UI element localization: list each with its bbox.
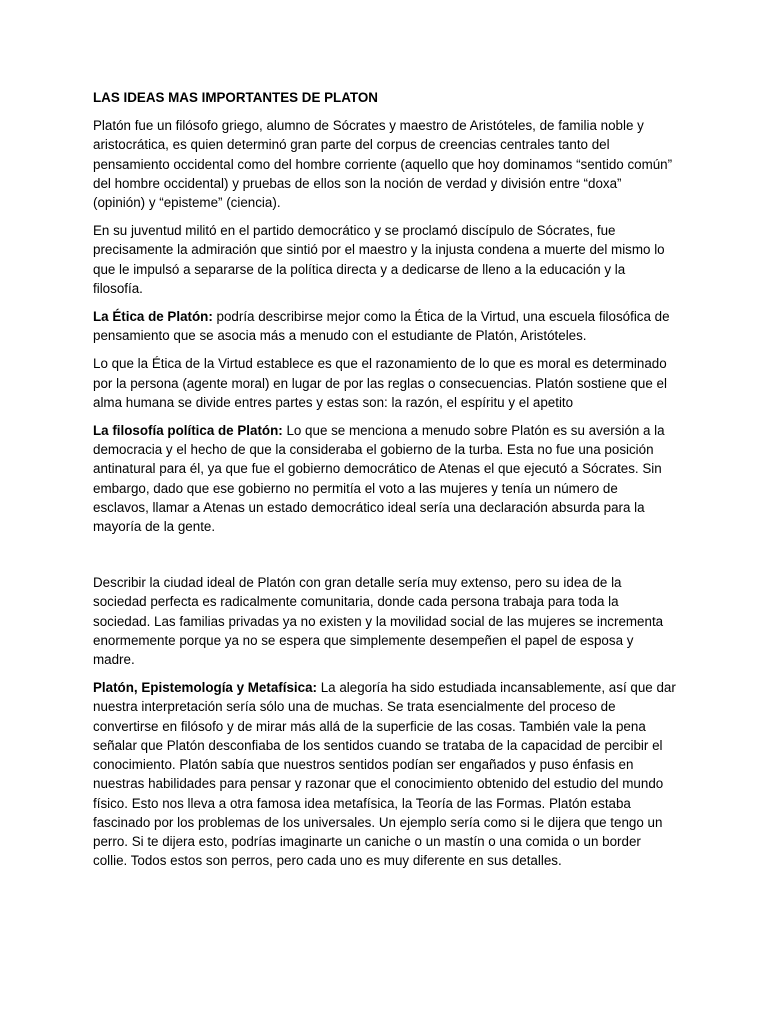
document-page xyxy=(93,88,677,879)
paragraph-politica xyxy=(93,421,677,536)
paragraph-epistemologia xyxy=(93,678,677,870)
document-title: LAS IDEAS MAS IMPORTANTES DE PLATON xyxy=(93,90,378,105)
paragraph-heading: La filosofía política de Platón: xyxy=(93,423,283,439)
paragraph-text: Lo que la Ética de la Virtud establece es que el razonamiento de lo que es moral es determinado por la persona (agente moral) en lugar de por las reglas o consecuencias. Platón sostiene que el alma humana se divide entres partes y estas son: la razón, el espíritu y el apetito xyxy=(93,356,667,410)
paragraph-juventud xyxy=(93,221,677,298)
paragraph-text: Describir la ciudad ideal de Platón con gran detalle sería muy extenso, pero su idea de la sociedad perfecta es radicalmente comunitaria, donde cada persona trabaja para toda la sociedad. Las familias privadas ya no existen y la movilidad social de las mujeres se incrementa enormemente porque ya no se espera que simplemente desempeñen el papel de esposa y madre. xyxy=(93,575,664,668)
paragraph-text: podría describirse mejor como la Ética de la Virtud, una escuela filosófica de pensamiento que se asocia más a menudo con el estudiante de Platón, Aristóteles. xyxy=(93,309,670,344)
paragraph-etica-virtud xyxy=(93,354,677,412)
paragraph-text: La alegoría ha sido estudiada incansablemente, así que dar nuestra interpretación sería sólo una de muchas. Se trata esencialmente del proceso de convertirse en filósofo y de mirar más allá de la superficie de las cosas. También vale la pena señalar que Platón desconfiaba de los sentidos cuando se trataba de la capacidad de percibir el conocimiento. Platón sabía que nuestros sentidos podían ser engañados y puso énfasis en nuestras habilidades para pensar y razonar que el conocimiento obtenido del estudio del mundo físico. Esto nos lleva a otra famosa idea metafísica, la Teoría de las Formas. Platón estaba fascinado por los problemas de los universales. Un ejemplo sería como si le dijera que tengo un perro. Si te dijera esto, podrías imaginarte un caniche o un mastín o una comida o un border collie. Todos estos son perros, pero cada uno es muy diferente en sus detalles. xyxy=(93,680,676,869)
paragraph-intro xyxy=(93,116,677,212)
paragraph-text: En su juventud militó en el partido democrático y se proclamó discípulo de Sócrates, fue precisamente la admiración que sintió por el maestro y la injusta condena a muerte del mismo lo que le impulsó a separarse de la política directa y a dedicarse de lleno a la educación y la filosofía. xyxy=(93,223,665,296)
paragraph-text: Lo que se menciona a menudo sobre Platón es su aversión a la democracia y el hecho de que la consideraba el gobierno de la turba. Esta no fue una posición antinatural para él, ya que fue el gobierno democrático de Atenas el que ejecutó a Sócrates. Sin embargo, dado que ese gobierno no permitía el voto a las mujeres y tenía un número de esclavos, llamar a Atenas un estado democrático ideal sería una declaración absurda para la mayoría de la gente. xyxy=(93,423,665,535)
paragraph-spacer xyxy=(93,545,677,573)
paragraph-etica xyxy=(93,307,677,345)
paragraph-text: Platón fue un filósofo griego, alumno de Sócrates y maestro de Aristóteles, de familia noble y aristocrática, es quien determinó gran parte del corpus de creencias centrales tanto del pensamiento occidental como del hombre corriente (aquello que hoy dominamos “sentido común” del hombre occidental) y pruebas de ellos son la noción de verdad y división entre “doxa” (opinión) y “episteme” (ciencia). xyxy=(93,118,673,211)
paragraph-ciudad-ideal xyxy=(93,573,677,669)
paragraph-heading: La Ética de Platón: xyxy=(93,309,213,325)
paragraph-heading: Platón, Epistemología y Metafísica: xyxy=(93,680,317,696)
